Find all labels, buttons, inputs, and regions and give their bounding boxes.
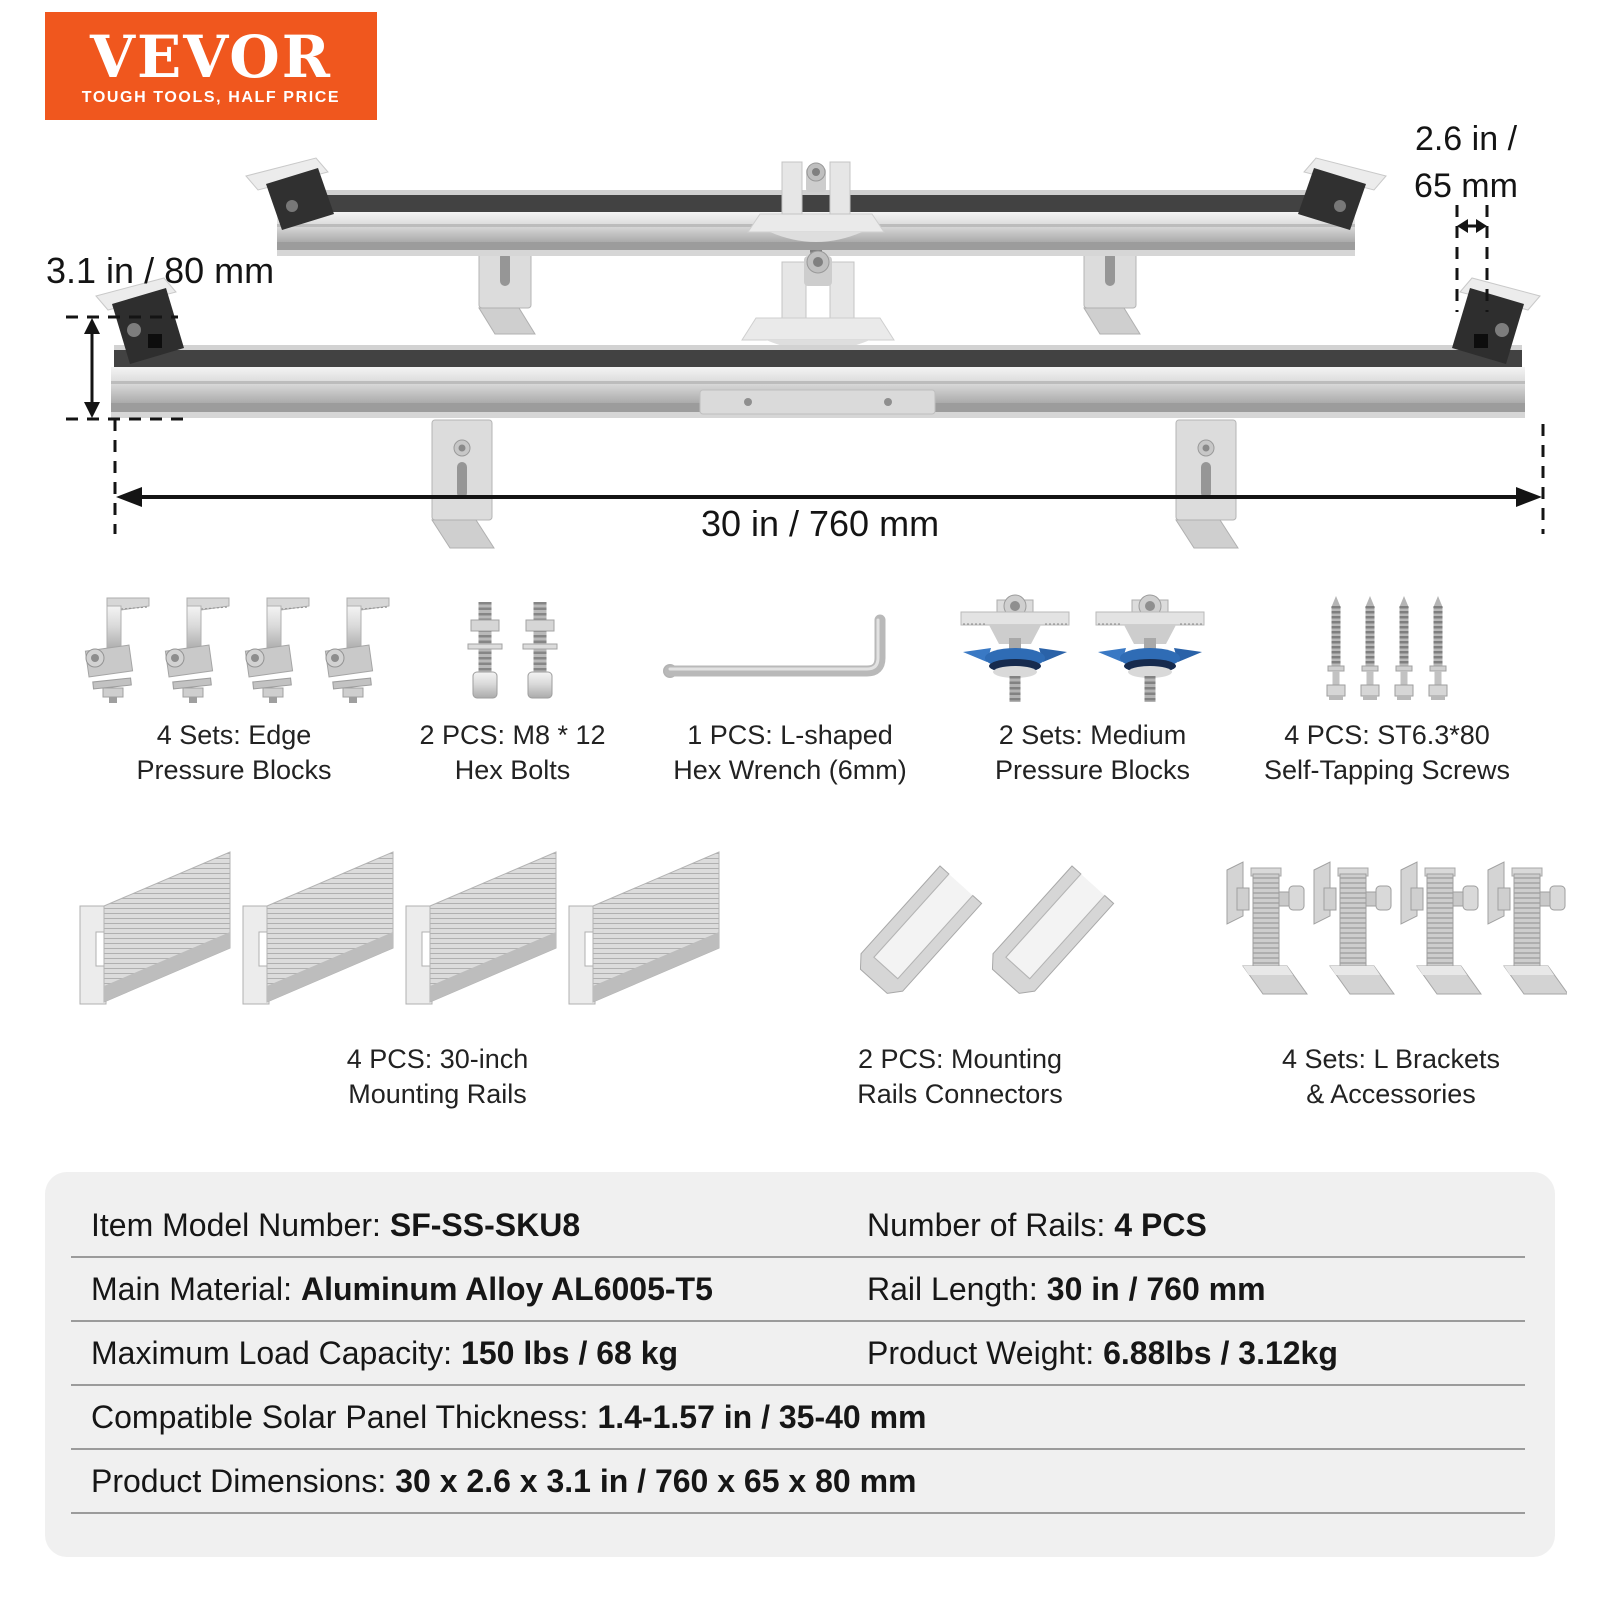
edge-clamp: [1452, 278, 1540, 364]
spec-table: [45, 1172, 1555, 1557]
spec-value: 4 PCS: [1114, 1206, 1207, 1243]
spec-value: 30 x 2.6 x 3.1 in / 760 x 65 x 80 mm: [395, 1462, 917, 1499]
spec-row: [71, 1386, 1525, 1450]
spec-row: [71, 1258, 1525, 1322]
spec-value: SF-SS-SKU8: [389, 1206, 581, 1243]
l-brackets-image: [1215, 836, 1567, 1034]
self-tapping-screws-image: [1228, 592, 1546, 710]
edge-pressure-blocks-image: [73, 592, 395, 710]
roof-hanger-bracket: [432, 420, 494, 548]
component-l-brackets: [1215, 836, 1567, 1112]
spec-value: Aluminum Alloy AL6005-T5: [300, 1270, 713, 1307]
spec-value: 30 in / 760 mm: [1046, 1270, 1266, 1307]
component-hex-bolts: [400, 592, 625, 788]
spec-label: Product Dimensions:: [91, 1462, 387, 1499]
hex-bolts-image: [400, 592, 625, 710]
component-label: 4 Sets: Edge Pressure Blocks: [136, 720, 332, 785]
spec-row: [71, 1450, 1525, 1514]
spec-label: Maximum Load Capacity:: [91, 1334, 453, 1371]
component-self-tapping-screws: [1228, 592, 1546, 788]
spec-row: [71, 1194, 1525, 1258]
spec-label: Product Weight:: [867, 1334, 1095, 1371]
length-dimension-label: 30 in / 760 mm: [700, 503, 940, 544]
mounting-rails-image: [70, 836, 805, 1034]
rail-assembly-diagram: [0, 0, 1600, 585]
spec-value: 150 lbs / 68 kg: [461, 1334, 679, 1371]
spec-label: Rail Length:: [867, 1270, 1038, 1307]
component-label: 1 PCS: L-shaped Hex Wrench (6mm): [673, 720, 907, 785]
component-hex-wrench: [640, 592, 940, 788]
medium-pressure-blocks-image: [940, 592, 1245, 710]
spec-value: 6.88lbs / 3.12kg: [1103, 1334, 1338, 1371]
hex-wrench-image: [640, 592, 940, 710]
component-label: 4 Sets: L Brackets & Accessories: [1281, 1044, 1501, 1109]
spec-label: Item Model Number:: [91, 1206, 381, 1243]
roof-hanger-bracket: [1176, 420, 1238, 548]
component-medium-pressure-blocks: [940, 592, 1245, 788]
height-dimension-label: 3.1 in / 80 mm: [46, 250, 275, 291]
spec-label: Number of Rails:: [867, 1206, 1106, 1243]
component-label: 2 Sets: Medium Pressure Blocks: [994, 720, 1191, 785]
component-rail-connectors: [790, 836, 1130, 1112]
component-label: 2 PCS: M8 * 12 Hex Bolts: [419, 720, 606, 785]
component-label: 4 PCS: ST6.3*80 Self-Tapping Screws: [1263, 720, 1511, 785]
component-label: 4 PCS: 30-inch Mounting Rails: [346, 1044, 529, 1109]
spec-label: Compatible Solar Panel Thickness:: [91, 1398, 589, 1435]
spec-row: [71, 1322, 1525, 1386]
width-dimension-label: 2.6 in / 65 mm: [1414, 120, 1518, 205]
component-edge-pressure-blocks: [73, 592, 395, 788]
brand-tagline: TOUGH TOOLS, HALF PRICE: [81, 88, 341, 106]
mid-clamp: [742, 251, 894, 351]
rail-connectors-image: [790, 836, 1130, 1034]
bottom-mounting-rail: [111, 345, 1525, 418]
spec-label: Main Material:: [91, 1270, 292, 1307]
spec-value: 1.4-1.57 in / 35-40 mm: [597, 1398, 927, 1435]
component-label: 2 PCS: Mounting Rails Connectors: [857, 1044, 1063, 1109]
component-mounting-rails: [70, 836, 805, 1112]
brand-name: VEVOR: [90, 22, 332, 91]
